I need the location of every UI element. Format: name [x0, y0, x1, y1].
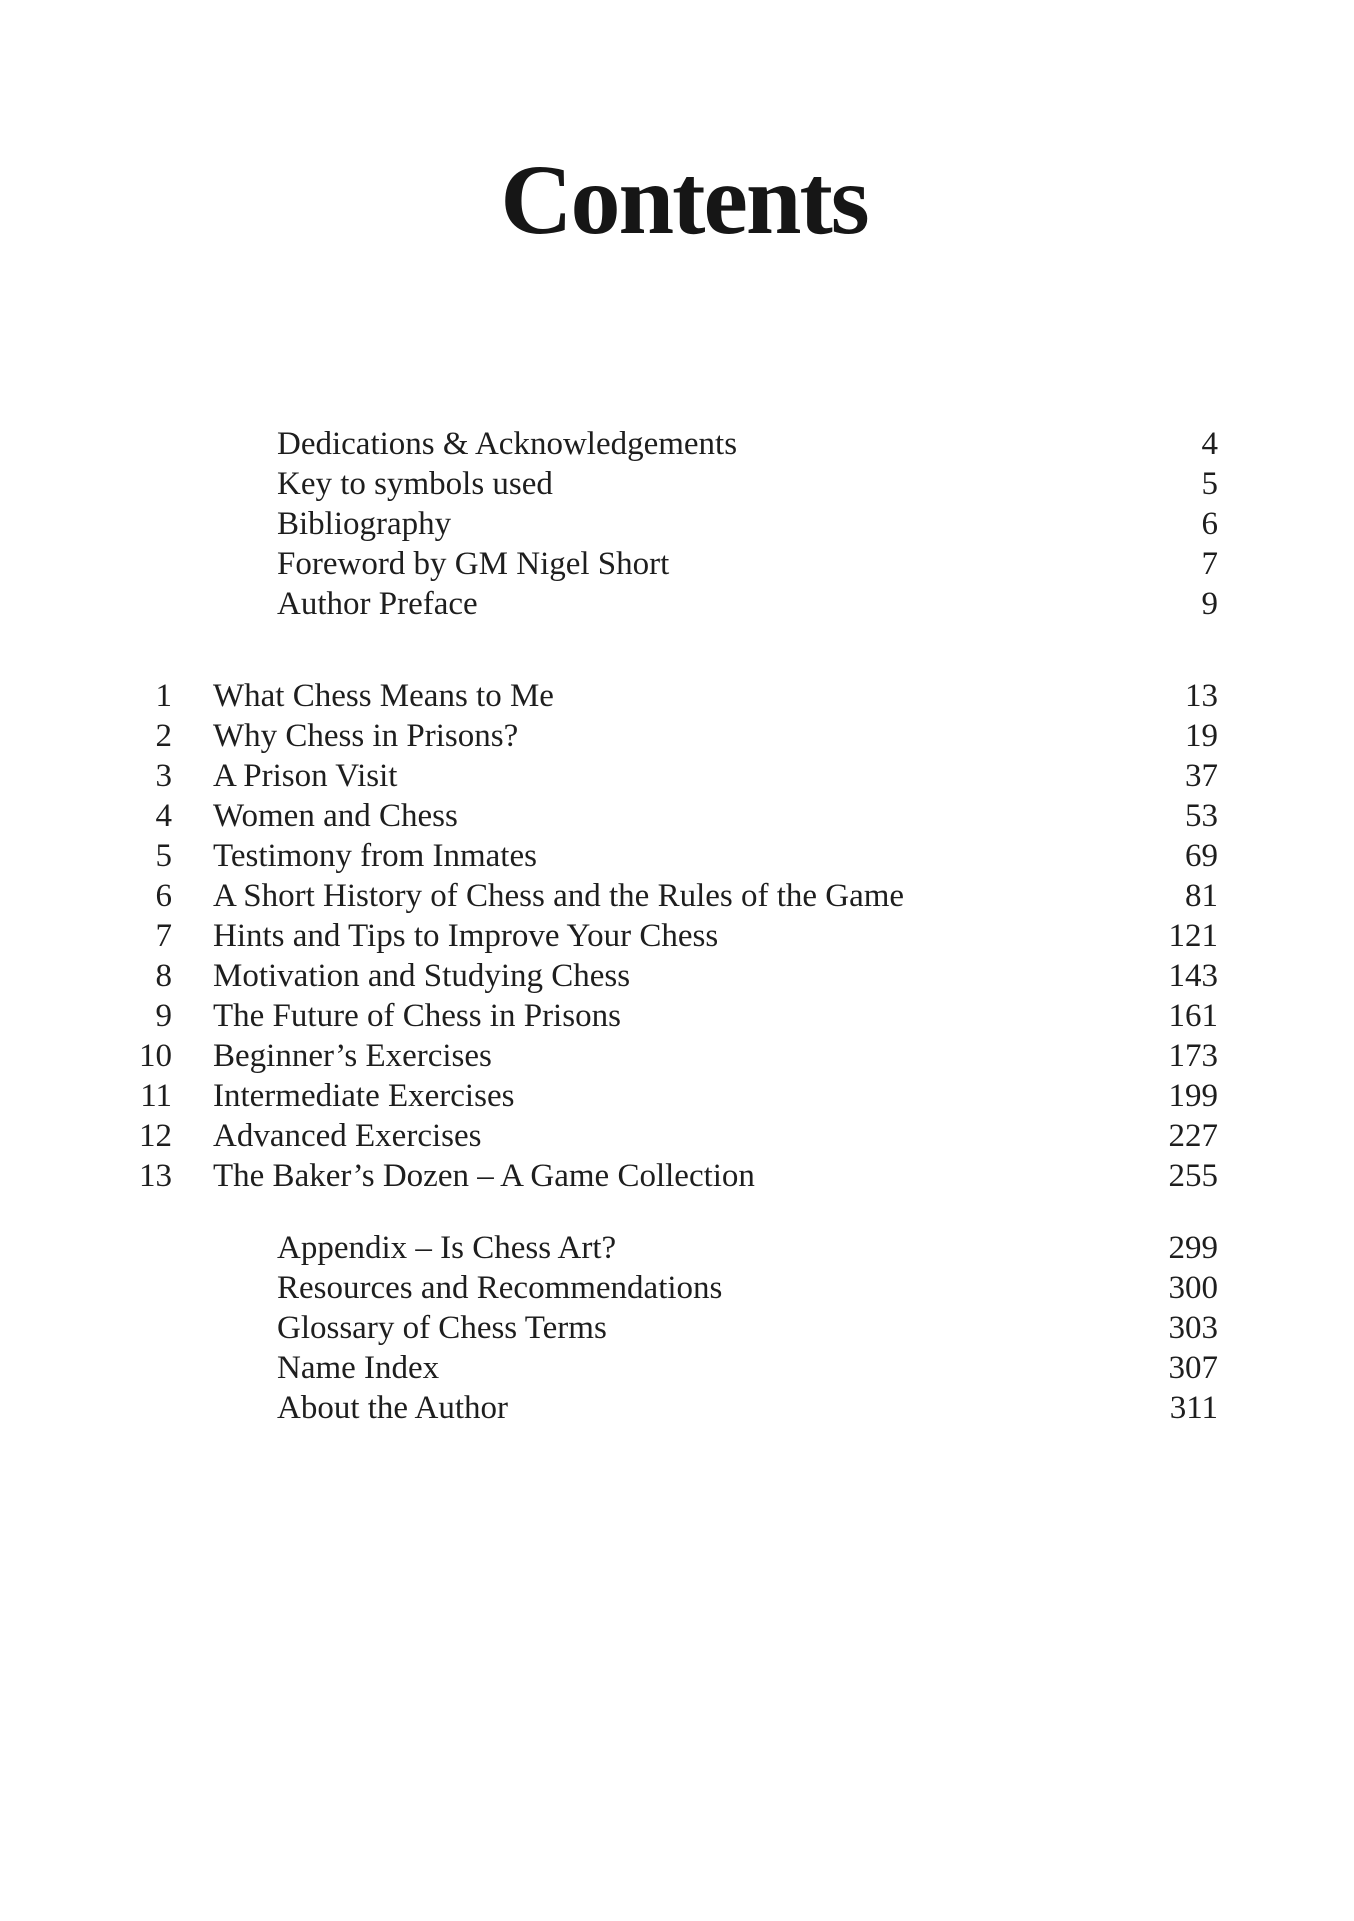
- back-matter-section: [100, 1228, 1218, 1428]
- chapters-section: [100, 676, 1218, 1196]
- toc-row: [100, 996, 1218, 1036]
- page-number: 4: [1201, 426, 1218, 462]
- toc-row: [100, 916, 1218, 956]
- chapter-number: 13: [139, 1158, 172, 1194]
- toc-row: [100, 956, 1218, 996]
- toc-entry-label: A Short History of Chess and the Rules of the Game: [213, 878, 905, 914]
- toc-entry-label: Advanced Exercises: [213, 1118, 482, 1154]
- page-number: 121: [1168, 918, 1218, 954]
- page-number: 69: [1185, 838, 1218, 874]
- toc-entry-label: Bibliography: [277, 506, 452, 542]
- page-number: 227: [1168, 1118, 1218, 1154]
- toc-entry-label: Appendix – Is Chess Art?: [277, 1230, 617, 1266]
- toc-entry-label: Dedications & Acknowledgements: [277, 426, 738, 462]
- toc-row: [100, 676, 1218, 716]
- toc-row: [100, 1388, 1218, 1428]
- page-number: 5: [1201, 466, 1218, 502]
- page-number: 37: [1185, 758, 1218, 794]
- toc-entry-label: Foreword by GM Nigel Short: [277, 546, 670, 582]
- chapter-number: 4: [155, 798, 172, 834]
- toc-row: [100, 836, 1218, 876]
- page-number: 6: [1201, 506, 1218, 542]
- chapter-number: 12: [139, 1118, 172, 1154]
- toc-row: [100, 1036, 1218, 1076]
- title-container: [0, 144, 1354, 255]
- toc-row: [100, 1348, 1218, 1388]
- toc-row: [100, 424, 1218, 464]
- toc-entry-label: Key to symbols used: [277, 466, 553, 502]
- toc-entry-label: A Prison Visit: [213, 758, 398, 794]
- page-number: 19: [1185, 718, 1218, 754]
- toc-entry-label: Motivation and Studying Chess: [213, 958, 631, 994]
- toc-entry-label: Women and Chess: [213, 798, 458, 834]
- chapter-number: 6: [155, 878, 172, 914]
- chapter-number: 9: [155, 998, 172, 1034]
- chapter-number: 5: [155, 838, 172, 874]
- toc-entry-label: Resources and Recommendations: [277, 1270, 723, 1306]
- toc-row: [100, 756, 1218, 796]
- page-number: 307: [1168, 1350, 1218, 1386]
- page-number: 7: [1201, 546, 1218, 582]
- toc-entry-label: Intermediate Exercises: [213, 1078, 515, 1114]
- toc-row: [100, 504, 1218, 544]
- toc-entry-label: Name Index: [277, 1350, 440, 1386]
- chapter-number: 10: [139, 1038, 172, 1074]
- page-number: 161: [1168, 998, 1218, 1034]
- toc-row: [100, 1268, 1218, 1308]
- page-title: Contents: [500, 144, 868, 255]
- page-number: 143: [1168, 958, 1218, 994]
- page-number: 199: [1168, 1078, 1218, 1114]
- chapter-number: 7: [155, 918, 172, 954]
- toc-entry-label: Glossary of Chess Terms: [277, 1310, 607, 1346]
- toc-row: [100, 544, 1218, 584]
- toc-row: [100, 1308, 1218, 1348]
- toc-row: [100, 1116, 1218, 1156]
- toc-row: [100, 584, 1218, 624]
- toc-row: [100, 796, 1218, 836]
- toc-entry-label: Author Preface: [277, 586, 478, 622]
- chapter-number: 3: [155, 758, 172, 794]
- chapter-number: 11: [140, 1078, 172, 1114]
- toc-entry-label: What Chess Means to Me: [213, 678, 554, 714]
- toc-entry-label: Beginner’s Exercises: [213, 1038, 492, 1074]
- toc-row: [100, 1076, 1218, 1116]
- toc-entry-label: Testimony from Inmates: [213, 838, 537, 874]
- page-number: 9: [1201, 586, 1218, 622]
- toc-row: [100, 464, 1218, 504]
- toc-entry-label: The Baker’s Dozen – A Game Collection: [213, 1158, 755, 1194]
- toc-row: [100, 716, 1218, 756]
- toc-entry-label: Why Chess in Prisons?: [213, 718, 519, 754]
- page-number: 303: [1168, 1310, 1218, 1346]
- page-number: 300: [1168, 1270, 1218, 1306]
- page-number: 173: [1168, 1038, 1218, 1074]
- page-number: 299: [1168, 1230, 1218, 1266]
- page-number: 53: [1185, 798, 1218, 834]
- toc-row: [100, 876, 1218, 916]
- chapter-number: 8: [155, 958, 172, 994]
- page-number: 255: [1168, 1158, 1218, 1194]
- page-number: 311: [1169, 1390, 1218, 1426]
- page-number: 13: [1185, 678, 1218, 714]
- chapter-number: 1: [155, 678, 172, 714]
- chapter-number: 2: [155, 718, 172, 754]
- toc-entry-label: Hints and Tips to Improve Your Chess: [213, 918, 719, 954]
- toc-row: [100, 1228, 1218, 1268]
- front-matter-section: [100, 424, 1218, 624]
- toc-entry-label: The Future of Chess in Prisons: [213, 998, 621, 1034]
- toc-entry-label: About the Author: [277, 1390, 508, 1426]
- toc-row: [100, 1156, 1218, 1196]
- page-number: 81: [1185, 878, 1218, 914]
